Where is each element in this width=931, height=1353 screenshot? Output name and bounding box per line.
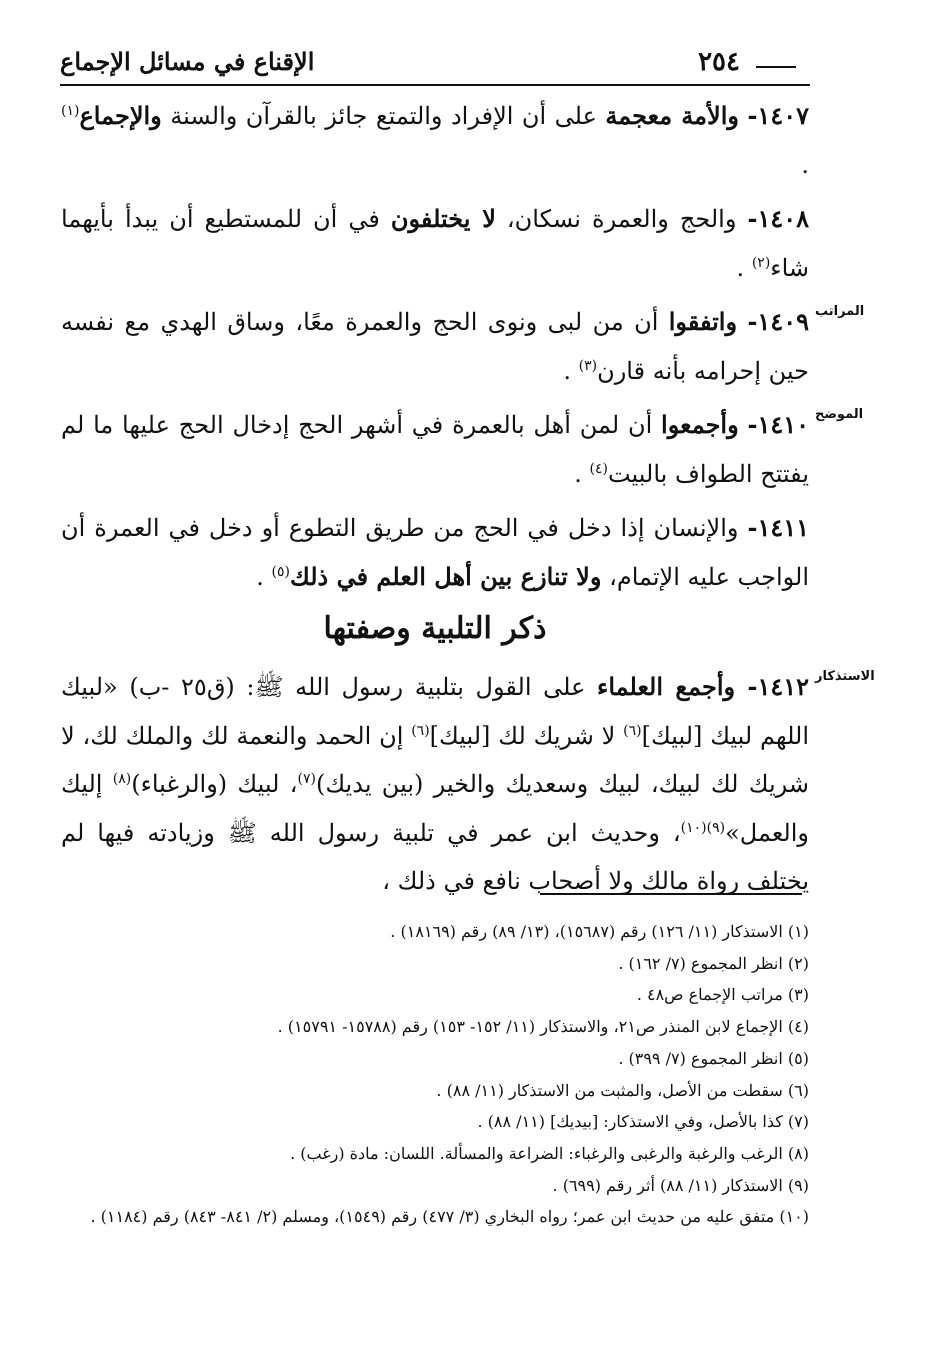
paragraph-1407: ١٤٠٧- والأمة معجمة على أن الإفراد والتمتع جائز بالقرآن والسنة والإجماع$^{(١)}$ . — [61, 101, 809, 179]
footnote-ref[interactable]: (٢) — [751, 254, 771, 271]
footnote-ref[interactable]: (٨) — [112, 771, 132, 787]
book-title: الإقناع في مسائل الإجماع — [60, 40, 324, 84]
paragraph-1412: الاستذكار ١٤١٢- وأجمع العلماء على القول بتلبية رسول الله ﷺ: (ق٢٥ -ب) «لبيك اللهم لبيك [لبيك]$^{(٦)}$ لا شريك لك [لبيك]$^{(٦)}$ إن الحمد والنعمة لك والملك لك، لا شريك لك لبيك، لبيك وسعديك والخير (بين يديك)$^{(٧)}$، لبيك (والرغباء)$^{(٨)}$ إليك والعمل»$^{(٩)(١٠)}$، وحديث ابن عمر في تلبية رسول الله ﷺ وزيادته فيها لم يختلف رواة مالك ولا أصحاب نافع في ذلك ، — [61, 663, 809, 906]
paragraph-number: ١٤١٠- — [747, 410, 809, 439]
footnote-ref[interactable]: (٣) — [578, 357, 598, 374]
footnote-item: (١) الاستذكار (١١/ ١٢٦) رقم (١٥٦٨٧)، (١٣/ ٨٩) رقم (١٨١٦٩) . — [390, 922, 809, 941]
footnote-item: (٥) انظر المجموع (٧/ ٣٩٩) . — [618, 1048, 809, 1068]
bold-phrase: وأجمعوا — [661, 410, 739, 439]
footnote-ref[interactable]: (٦) — [411, 722, 430, 739]
bold-phrase: لا يختلفون — [390, 204, 496, 233]
footnote-item: (٣) مراتب الإجماع ص٤٨ . — [636, 985, 809, 1005]
paragraph-1411: ١٤١١- والإنسان إذا دخل في الحج من طريق التطوع أو دخل في العمرة أن الواجب عليه الإتمام، ولا تنازع بين أهل العلم في ذلك$^{(٥)}$ . — [61, 513, 809, 591]
footnote-item: (٢) انظر المجموع (٧/ ١٦٢) . — [618, 953, 809, 973]
footnote-ref[interactable]: (٥) — [271, 563, 291, 580]
paragraph-number: ١٤٠٨- — [747, 204, 810, 233]
body-text — [61, 92, 875, 912]
bold-phrase: والأمة معجمة — [605, 101, 739, 130]
footnote-item: (٨) الرغب والرغبة والرغبى والرغباء: الضراعة والمسألة. اللسان: مادة (رغب) . — [290, 1143, 809, 1163]
paragraph-1409: المراتب ١٤٠٩- واتفقوا أن من لبى ونوى الحج والعمرة معًا، وساق الهدي مع نفسه حين إحرامه بأنه قارن$^{(٣)}$ . — [61, 298, 809, 395]
header-dash — [756, 66, 796, 68]
page-number: ٢٥٤ — [678, 40, 810, 84]
footnote-item: (٧) كذا بالأصل، وفي الاستذكار: [بيديك] (١١/ ٨٨) . — [477, 1112, 809, 1132]
paragraph-number: ١٤٠٩- — [747, 307, 809, 336]
footnote-ref[interactable]: (١) — [61, 103, 80, 119]
footnote-ref[interactable]: (٧) — [297, 771, 316, 787]
footnote-item: (٤) الإجماع لابن المنذر ص٢١، والاستذكار (١١/ ١٥٢- ١٥٣) رقم (١٥٧٨٨- ١٥٧٩١) . — [277, 1017, 809, 1037]
running-header — [60, 40, 810, 86]
section-heading: ذكر التلبية وصفتها — [323, 611, 547, 646]
margin-source-note: المراتب — [815, 304, 865, 319]
paragraph-1410: الموضح ١٤١٠- وأجمعوا أن لمن أهل بالعمرة في أشهر الحج إدخال الحج عليها ما لم يفتتح الطواف بالبيت$^{(٤)}$ . — [61, 401, 809, 498]
bold-phrase: ولا تنازع بين أهل العلم في ذلك — [290, 561, 602, 591]
footnotes — [69, 916, 809, 1233]
footnote-ref[interactable]: (٤) — [589, 460, 608, 477]
footnote-ref[interactable]: (١٠) — [680, 819, 707, 836]
bold-phrase: واتفقوا — [668, 307, 738, 336]
footnote-item: (٦) سقطت من الأصل، والمثبت من الاستذكار (١١/ ٨٨) . — [436, 1080, 809, 1100]
bold-phrase: والإجماع — [79, 101, 162, 130]
footnote-ref[interactable]: (٩) — [706, 819, 726, 836]
margin-source-note: الموضح — [815, 407, 864, 422]
paragraph-number: ١٤٠٧- — [747, 101, 809, 130]
paragraph-number: ١٤١١- — [747, 513, 809, 542]
footnote-separator — [540, 893, 802, 895]
bold-phrase: وأجمع العلماء — [597, 672, 748, 701]
footnote-ref[interactable]: (٦) — [623, 722, 642, 739]
footnote-item: (٩) الاستذكار (١١/ ٨٨) أثر رقم (٦٩٩) . — [552, 1175, 809, 1195]
paragraph-1408: ١٤٠٨- والحج والعمرة نسكان، لا يختلفون في أن للمستطيع أن يبدأ بأيهما شاء$^{(٢)}$ . — [61, 204, 810, 282]
footnote-item: (١٠) متفق عليه من حديث ابن عمر؛ رواه البخاري (٣/ ٤٧٧) رقم (١٥٤٩)، ومسلم (٢/ ٨٤١- ٨٤٣) رقم (١١٨٤) . — [90, 1207, 809, 1227]
paragraph-number: ١٤١٢- — [747, 672, 809, 701]
margin-source-note: الاستذكار — [815, 669, 875, 684]
